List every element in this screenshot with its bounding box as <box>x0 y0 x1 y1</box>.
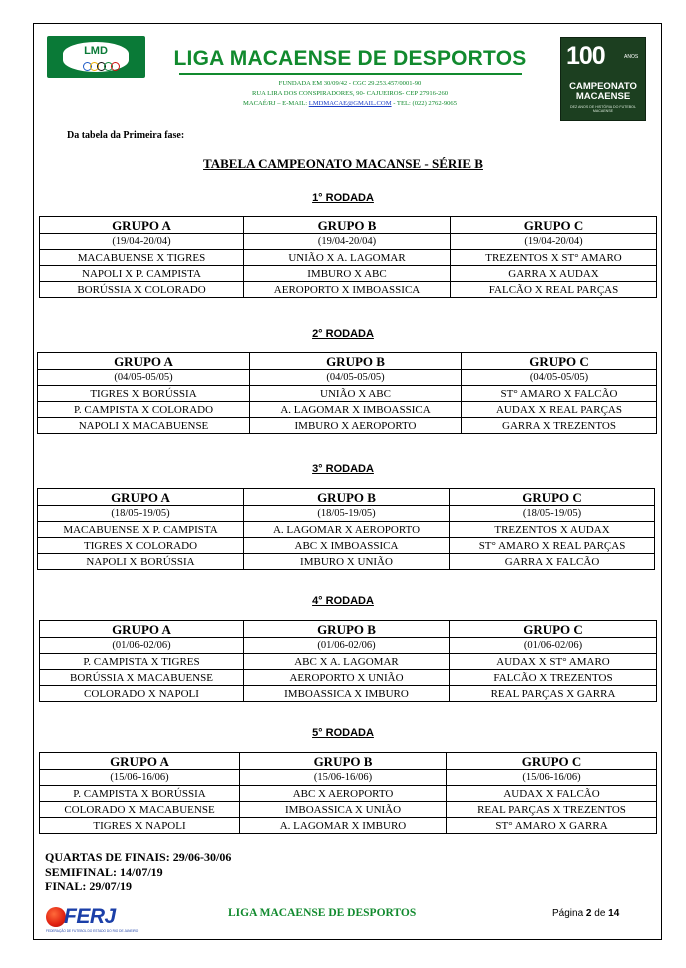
round-date: (15/06-16/06) <box>40 770 240 786</box>
page-number: Página 2 de 14 <box>552 908 620 919</box>
round-title: 5° RODADA <box>312 727 374 739</box>
match-cell: TIGRES X NAPOLI <box>40 818 240 834</box>
round-date: (15/06-16/06) <box>240 770 447 786</box>
group-header: GRUPO B <box>240 753 447 770</box>
group-header: GRUPO B <box>244 217 451 234</box>
match-cell: MACABUENSE X TIGRES <box>40 250 244 266</box>
badge-title: CAMPEONATO MACAENSE <box>569 81 637 102</box>
org-address-line: RUA LIRA DOS CONSPIRADORES, 90- CAJUEIROS- CEP 27916-260 <box>251 90 449 97</box>
match-cell: FALCÃO X TREZENTOS <box>450 670 657 686</box>
lmd-logo-text: LMD <box>84 45 108 57</box>
group-header: GRUPO A <box>40 621 244 638</box>
organization-title: LIGA MACAENSE DE DESPORTOS <box>173 47 527 70</box>
org-founded-line: FUNDADA EM 30/09/42 - CGC 29.253.457/0001-90 <box>278 80 422 87</box>
round-title: 1° RODADA <box>312 192 374 204</box>
match-cell: IMBOASSICA X IMBURO <box>244 686 450 702</box>
match-cell: AEROPORTO X IMBOASSICA <box>244 282 451 298</box>
match-cell: AUDAX X ST° AMARO <box>450 654 657 670</box>
round-date: (04/05-05/05) <box>462 370 657 386</box>
match-cell: TIGRES X COLORADO <box>38 538 244 554</box>
match-cell: GARRA X FALCÃO <box>450 554 655 570</box>
match-cell: A. LAGOMAR X IMBOASSICA <box>250 402 462 418</box>
group-header: GRUPO A <box>38 353 250 370</box>
match-cell: NAPOLI X P. CAMPISTA <box>40 266 244 282</box>
intro-text: Da tabela da Primeira fase: <box>67 130 185 141</box>
ball-icon <box>46 907 66 927</box>
round-title: 3° RODADA <box>312 463 374 475</box>
email-link[interactable]: LMDMACAE@GMAIL.COM <box>308 100 392 107</box>
group-header: GRUPO B <box>244 621 450 638</box>
match-cell: COLORADO X MACABUENSE <box>40 802 240 818</box>
match-cell: IMBOASSICA X UNIÃO <box>240 802 447 818</box>
group-header: GRUPO C <box>447 753 657 770</box>
final-line: FINAL: 29/07/19 <box>45 879 132 893</box>
match-cell: ST° AMARO X GARRA <box>447 818 657 834</box>
round-table <box>39 216 657 298</box>
badge-anos: ANOS <box>624 54 639 60</box>
match-cell: P. CAMPISTA X BORÚSSIA <box>40 786 240 802</box>
round-date: (19/04-20/04) <box>244 234 451 250</box>
contact-prefix: MACAÉ/RJ – E-MAIL: <box>242 100 309 107</box>
round-title: 4° RODADA <box>312 595 374 607</box>
finals-schedule <box>45 850 231 894</box>
match-cell: REAL PARÇAS X TREZENTOS <box>447 802 657 818</box>
match-cell: ABC X AEROPORTO <box>240 786 447 802</box>
match-cell: AUDAX X REAL PARÇAS <box>462 402 657 418</box>
match-cell: P. CAMPISTA X TIGRES <box>40 654 244 670</box>
match-cell: P. CAMPISTA X COLORADO <box>38 402 250 418</box>
match-cell: MACABUENSE X P. CAMPISTA <box>38 522 244 538</box>
group-header: GRUPO C <box>450 621 657 638</box>
match-cell: REAL PARÇAS X GARRA <box>450 686 657 702</box>
olympic-rings-icon <box>83 58 118 76</box>
badge-number: 100 <box>566 42 605 70</box>
group-header: GRUPO C <box>451 217 657 234</box>
match-cell: NAPOLI X MACABUENSE <box>38 418 250 434</box>
match-cell: TREZENTOS X AUDAX <box>450 522 655 538</box>
round-date: (01/06-02/06) <box>40 638 244 654</box>
round-date: (18/05-19/05) <box>450 506 655 522</box>
match-cell: ABC X IMBOASSICA <box>244 538 450 554</box>
round-date: (18/05-19/05) <box>244 506 450 522</box>
group-header: GRUPO B <box>250 353 462 370</box>
lmd-logo <box>47 36 145 78</box>
match-cell: AUDAX X FALCÃO <box>447 786 657 802</box>
match-cell: BORÚSSIA X COLORADO <box>40 282 244 298</box>
match-cell: COLORADO X NAPOLI <box>40 686 244 702</box>
100-years-badge <box>560 37 646 121</box>
round-date: (15/06-16/06) <box>447 770 657 786</box>
group-header: GRUPO A <box>40 217 244 234</box>
round-date: (01/06-02/06) <box>450 638 657 654</box>
footer-organization-name: LIGA MACAENSE DE DESPORTOS <box>228 907 417 919</box>
group-header: GRUPO A <box>40 753 240 770</box>
match-cell: IMBURO X ABC <box>244 266 451 282</box>
match-cell: ST° AMARO X REAL PARÇAS <box>450 538 655 554</box>
match-cell: TIGRES X BORÚSSIA <box>38 386 250 402</box>
round-date: (01/06-02/06) <box>244 638 450 654</box>
match-cell: AEROPORTO X UNIÃO <box>244 670 450 686</box>
match-cell: TREZENTOS X ST° AMARO <box>451 250 657 266</box>
round-date: (04/05-05/05) <box>38 370 250 386</box>
group-header: GRUPO C <box>462 353 657 370</box>
round-date: (04/05-05/05) <box>250 370 462 386</box>
semifinal-line: SEMIFINAL: 14/07/19 <box>45 864 163 879</box>
match-cell: GARRA X AUDAX <box>451 266 657 282</box>
match-cell: FALCÃO X REAL PARÇAS <box>451 282 657 298</box>
round-date: (18/05-19/05) <box>38 506 244 522</box>
match-cell: NAPOLI X BORÚSSIA <box>38 554 244 570</box>
match-cell: ST° AMARO X FALCÃO <box>462 386 657 402</box>
match-cell: IMBURO X UNIÃO <box>244 554 450 570</box>
match-cell: IMBURO X AEROPORTO <box>250 418 462 434</box>
match-cell: UNIÃO X ABC <box>250 386 462 402</box>
org-contact-line <box>140 100 560 107</box>
match-cell: UNIÃO X A. LAGOMAR <box>244 250 451 266</box>
contact-suffix: - TEL: (022) 2762-9065 <box>391 100 458 107</box>
ferj-logo-subtext: FEDERAÇÃO DE FUTEBOL DO ESTADO DO RIO DE JANEIRO <box>46 929 139 933</box>
match-cell: A. LAGOMAR X AEROPORTO <box>244 522 450 538</box>
badge-small-text: DEZ ANOS DE HISTÓRIA DO FUTEBOL MACAENSE <box>570 105 636 113</box>
round-table <box>39 620 657 702</box>
quarterfinals-line: QUARTAS DE FINAIS: 29/06-30/06 <box>45 850 232 864</box>
group-header: GRUPO A <box>38 489 244 506</box>
match-cell: GARRA X TREZENTOS <box>462 418 657 434</box>
match-cell: ABC X A. LAGOMAR <box>244 654 450 670</box>
match-cell: A. LAGOMAR X IMBURO <box>240 818 447 834</box>
round-date: (19/04-20/04) <box>451 234 657 250</box>
main-title: TABELA CAMPEONATO MACANSE - SÉRIE B <box>203 156 483 171</box>
round-table <box>37 352 657 434</box>
round-date: (19/04-20/04) <box>40 234 244 250</box>
ferj-logo-text: FERJ <box>64 905 116 928</box>
match-cell: BORÚSSIA X MACABUENSE <box>40 670 244 686</box>
round-table <box>37 488 655 570</box>
round-title: 2° RODADA <box>312 328 374 340</box>
group-header: GRUPO C <box>450 489 655 506</box>
title-underline <box>179 73 522 75</box>
lmd-logo-oval <box>63 42 129 72</box>
ferj-logo <box>44 905 144 933</box>
group-header: GRUPO B <box>244 489 450 506</box>
round-table <box>39 752 657 834</box>
